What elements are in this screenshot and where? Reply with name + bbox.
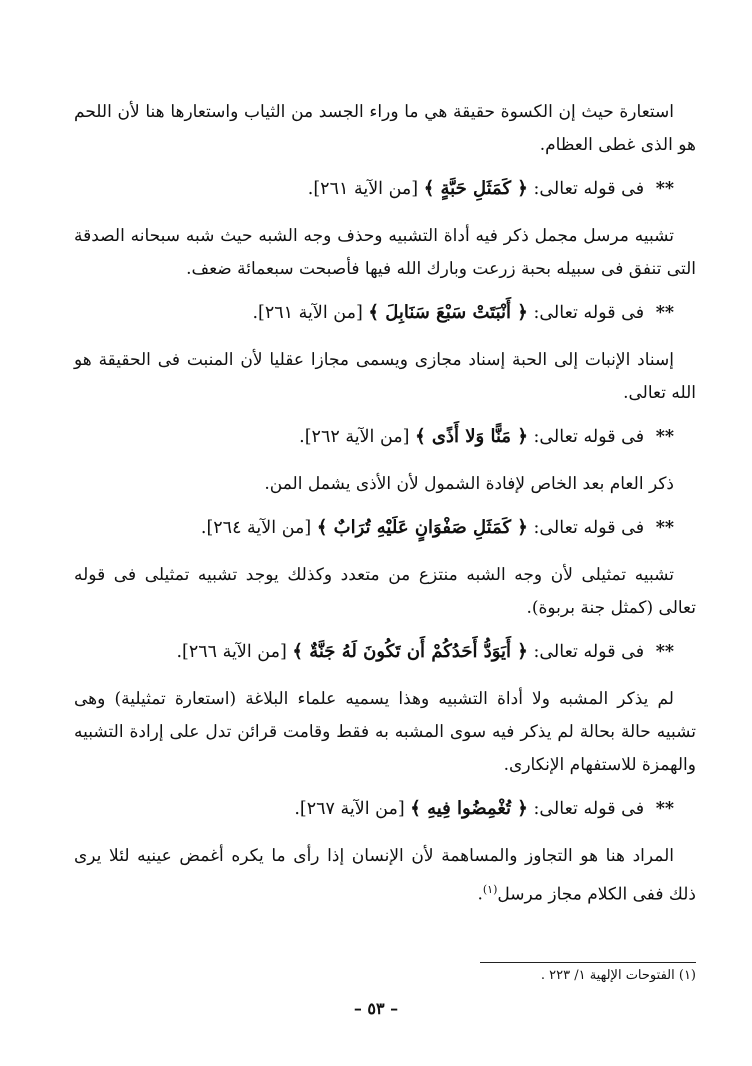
heading-prefix: فى قوله تعالى: (533, 642, 645, 662)
verse-reference: [من الآية ٢٦١]. (252, 303, 363, 323)
stars-marker: ** (655, 518, 674, 538)
footnote-marker[interactable]: (١) (482, 883, 498, 896)
paragraph: لم يذكر المشبه ولا أداة التشبيه وهذا يسميه علماء البلاغة (استعارة تمثيلية) وهى تشبيه حالة بحالة لم يذكر فيه سوى المشبه به فقط وقامت قرائن تدل على إرادة التشبيه والهمزة للاستفهام الإنكارى. (74, 689, 696, 775)
verse-reference: [من الآية ٢٦٦]. (176, 642, 287, 662)
stars-marker: ** (655, 799, 674, 819)
quran-quote: ﴿ كَمَثَلِ صَفْوَانٍ عَلَيْهِ تُرَابٌ ﴾ (316, 517, 528, 538)
heading-prefix: فى قوله تعالى: (533, 799, 645, 819)
stars-marker: ** (655, 179, 674, 199)
verse-heading (74, 792, 696, 826)
body-text (74, 96, 696, 922)
stars-marker: ** (655, 427, 674, 447)
heading-prefix: فى قوله تعالى: (533, 179, 645, 199)
paragraph: تشبيه تمثيلى لأن وجه الشبه منتزع من متعدد وكذلك يوجد تشبيه تمثيلى فى قوله تعالى (كمثل جنة بربوة). (74, 565, 696, 618)
paragraph: إسناد الإنبات إلى الحبة إسناد مجازى ويسمى مجازا عقليا لأن المنبت فى الحقيقة هو الله تعالى. (74, 350, 696, 403)
quran-quote: ﴿ تُغْمِضُوا فِيهِ ﴾ (410, 798, 528, 819)
verse-heading (74, 420, 696, 454)
verse-reference: [من الآية ٢٦١]. (307, 179, 419, 199)
paragraph: ذكر العام بعد الخاص لإفادة الشمول لأن الأذى يشمل المن. (264, 474, 674, 494)
verse-heading (74, 296, 696, 330)
verse-heading (74, 511, 696, 545)
paragraph: استعارة حيث إن الكسوة حقيقة هي ما وراء الجسد من الثياب واستعارها هنا لأن اللحم هو الذى غطى العظام. (74, 102, 696, 155)
quran-quote: ﴿ أَيَوَدُّ أَحَدُكُمْ أَن تَكُونَ لَهُ جَنَّةٌ ﴾ (292, 641, 528, 662)
verse-reference: [من الآية ٢٦٧]. (294, 799, 405, 819)
page-number: – ٥٣ – (353, 999, 399, 1018)
heading-prefix: فى قوله تعالى: (533, 427, 645, 447)
paragraph-text: المراد هنا هو التجاوز والمساهمة لأن الإنسان إذا رأى ما يكره أغمض عينيه لئلا يرى ذلك ففى الكلام مجاز مرسل (74, 846, 696, 905)
stars-marker: ** (655, 642, 674, 662)
verse-heading (74, 635, 696, 669)
paragraph: تشبيه مرسل مجمل ذكر فيه أداة التشبيه وحذف وجه الشبه حيث شبه سبحانه الصدقة التى تنفق فى سبيله بحبة زرعت وبارك الله فيها فأصبحت سبعمائة ضعف. (74, 226, 696, 279)
quran-quote: ﴿ كَمَثَلِ حَبَّةٍ ﴾ (423, 178, 528, 199)
stars-marker: ** (655, 303, 674, 323)
verse-heading (74, 172, 696, 206)
heading-prefix: فى قوله تعالى: (533, 303, 645, 323)
footnote: (١) الفتوحات الإلهية ١/ ٢٢٣ . (540, 968, 696, 983)
paragraph (74, 840, 696, 912)
quran-quote: ﴿ مَنًّا وَلا أَذًى ﴾ (415, 426, 528, 447)
heading-prefix: فى قوله تعالى: (533, 518, 645, 538)
quran-quote: ﴿ أَنْبَتَتْ سَبْعَ سَنَابِلَ ﴾ (368, 302, 528, 323)
verse-reference: [من الآية ٢٦٢]. (299, 427, 410, 447)
verse-reference: [من الآية ٢٦٤]. (200, 518, 312, 538)
footnote-divider (480, 962, 696, 963)
paragraph-tail: . (477, 884, 483, 905)
